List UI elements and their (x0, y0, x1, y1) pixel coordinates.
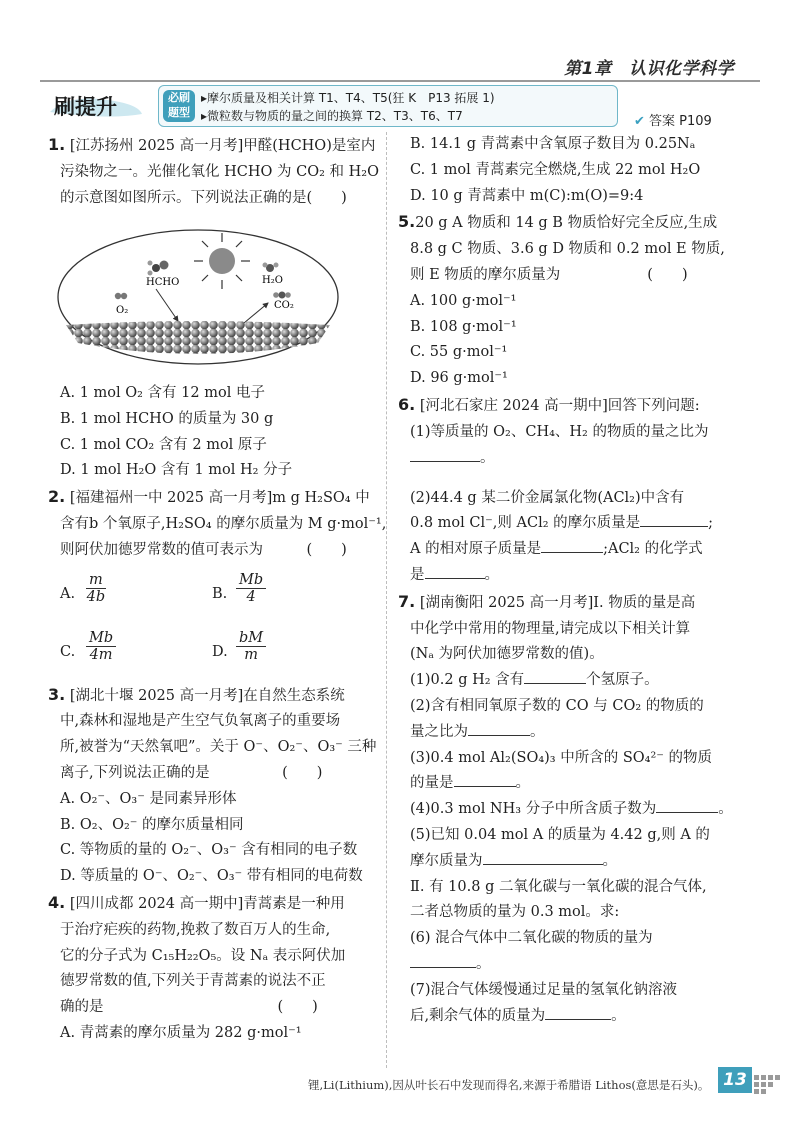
q3-option: C. 等物质的量的 O₂⁻、O₃⁻ 含有相同的电子数 (60, 842, 358, 859)
q7-line: (4)0.3 mol NH₃ 分子中所含质子数为 。 (398, 797, 758, 823)
q5-option: C. 55 g·mol⁻¹ (410, 344, 508, 361)
q3-option: B. O₂、O₂⁻ 的摩尔质量相同 (60, 816, 244, 833)
corner-dots-icon (752, 1073, 792, 1099)
q2-option-label: A. (60, 585, 76, 602)
must-do-icon: 必刷题型 (163, 90, 195, 122)
q4-line: 确的是 ( ) (60, 999, 318, 1016)
answer-blank[interactable] (483, 850, 603, 865)
left-column-cont (48, 381, 387, 1047)
co2-molecule-icon (273, 292, 291, 299)
catalyst-surface (66, 321, 330, 354)
q1-option: B. 1 mol HCHO 的质量为 30 g (60, 410, 274, 427)
q7-line: (Nₐ 为阿伏加德罗常数的值)。 (410, 646, 604, 663)
q4-option: D. 10 g 青蒿素中 m(C):m(O)=9:4 (410, 187, 644, 204)
q7-line: 中化学中常用的物理量,请完成以下相关计算 (410, 620, 691, 637)
q2-fraction-c: $\frac{Mb}{4m}$ (86, 630, 116, 663)
answer-blank[interactable] (468, 721, 530, 736)
q5-line: 8.8 g C 物质、3.6 g D 物质和 0.2 mol E 物质, (410, 241, 725, 258)
q7-line: (7)混合气体缓慢通过足量的氢氧化钠溶液 (410, 981, 678, 998)
q6-line: (1)等质量的 O₂、CH₄、H₂ 的物质的量之比为 (410, 423, 709, 440)
q6-answer-line: 。 (398, 446, 758, 486)
q6-line: A 的相对原子质量是 ;ACl₂ 的化学式 (398, 537, 758, 563)
topic-box (158, 85, 618, 127)
footer-note: 锂,Li(Lithium),因从叶长石中发现而得名,来源于希腊语 Lithos(意思是石头)。 (308, 1078, 710, 1092)
right-column (398, 132, 758, 1029)
q1-option: D. 1 mol H₂O 含有 1 mol H₂ 分子 (60, 462, 293, 479)
hcho-molecule-icon (148, 261, 169, 276)
column-divider (386, 132, 387, 1068)
label-h2o: H₂O (262, 275, 283, 286)
q7-line: 的量是 。 (398, 771, 758, 797)
question-number: 1. (48, 135, 66, 154)
q7-line: 后,剩余气体的质量为 。 (398, 1004, 758, 1030)
q2-fraction-d: $\frac{bM}{m}$ (236, 630, 266, 663)
q3-line: [湖北十堰 2025 高一月考]在自然生态系统 (69, 687, 345, 704)
q7-line: (5)已知 0.04 mol A 的质量为 4.42 g,则 A 的 (410, 826, 710, 843)
q5-option: B. 108 g·mol⁻¹ (410, 318, 517, 335)
answer-blank[interactable] (656, 798, 718, 813)
h2o-molecule-icon (263, 263, 279, 273)
answer-ref (634, 110, 712, 129)
topic-line-1: ▸摩尔质量及相关计算 T1、T4、T5(狂 K P13 拓展 1) (201, 91, 495, 105)
question-number: 2. (48, 487, 66, 507)
photocatalysis-diagram (56, 225, 340, 365)
header-rule (40, 80, 760, 82)
q3-line: 离子,下列说法正确的是 ( ) (60, 764, 323, 781)
q7-line: (3)0.4 mol Al₂(SO₄)₃ 中所含的 SO₄²⁻ 的物质 (410, 749, 713, 766)
q2-line: [福建福州一中 2025 高一月考]m g H₂SO₄ 中 (69, 490, 370, 507)
question-number: 4. (48, 892, 66, 912)
chapter-title: 第1章 认识化学科学 (564, 59, 734, 79)
q4-line: 于治疗疟疾的药物,挽救了数百万人的生命, (60, 921, 331, 938)
q7-line: (6) 混合气体中二氧化碳的物质的量为 (410, 930, 653, 947)
q2-options-row1 (48, 564, 378, 622)
q7-line: [湖南衡阳 2025 高一月考]Ⅰ. 物质的量是高 (419, 594, 696, 611)
answer-blank[interactable] (640, 512, 708, 527)
q3-option: A. O₂⁻、O₃⁻ 是同素异形体 (60, 790, 237, 807)
q3-option: D. 等质量的 O⁻、O₂⁻、O₃⁻ 带有相同的电荷数 (60, 868, 363, 885)
sun-icon (194, 233, 250, 289)
q2-line: 则阿伏加德罗常数的值可表示为 ( ) (60, 541, 347, 558)
question-number: 7. (398, 591, 416, 611)
q1-line: [江苏扬州 2025 高一月考]甲醛(HCHO)是室内 (69, 138, 376, 154)
q2-option-label: B. (212, 585, 228, 602)
q2-fraction-a: $\frac{m}{4b}$ (86, 571, 106, 605)
q7-line: (2)含有相同氧原子数的 CO 与 CO₂ 的物质的 (410, 697, 704, 714)
badge-label: 刷提升 (54, 95, 117, 119)
q7-line: 量之比为 。 (398, 720, 758, 746)
q2-options-row2 (48, 622, 378, 682)
answer-blank[interactable] (545, 1005, 611, 1020)
q4-line: 德罗常数的值,下列关于青蒿素的说法不正 (60, 973, 326, 990)
q7-line: 摩尔质量为 。 (398, 849, 758, 875)
answer-blank[interactable] (425, 564, 485, 579)
label-hcho: HCHO (146, 277, 180, 288)
q3-line: 所,被誉为“天然氧吧”。关于 O⁻、O₂⁻、O₃⁻ 三种 (60, 739, 377, 756)
q1-option: C. 1 mol CO₂ 含有 2 mol 原子 (60, 436, 267, 453)
q4-option: B. 14.1 g 青蒿素中含氧原子数目为 0.25Nₐ (410, 136, 696, 152)
label-co2: CO₂ (274, 300, 294, 311)
q2-line: 含有b 个氧原子,H₂SO₄ 的摩尔质量为 M g·mol⁻¹, (60, 515, 387, 532)
q4-option: A. 青蒿素的摩尔质量为 282 g·mol⁻¹ (60, 1024, 302, 1041)
q1-line: 的示意图如图所示。下列说法正确的是( ) (60, 189, 347, 206)
q7-line: Ⅱ. 有 10.8 g 二氧化碳与一氧化碳的混合气体, (410, 878, 707, 895)
q5-option: A. 100 g·mol⁻¹ (410, 292, 517, 309)
answer-blank[interactable] (410, 447, 480, 462)
answer-blank[interactable] (524, 669, 586, 684)
q4-line: [四川成都 2024 高一期中]青蒿素是一种用 (69, 895, 345, 912)
q6-line: 0.8 mol Cl⁻,则 ACl₂ 的摩尔质量是 ; (398, 511, 758, 537)
answer-blank[interactable] (454, 772, 516, 787)
q5-option: D. 96 g·mol⁻¹ (410, 370, 508, 387)
left-column (48, 132, 378, 211)
q7-line: 二者总物质的量为 0.3 mol。求: (410, 904, 620, 921)
q6-line: (2)44.4 g 某二价金属氯化物(ACl₂)中含有 (410, 489, 685, 506)
q1-line: 污染物之一。光催化氧化 HCHO 为 CO₂ 和 H₂O (60, 163, 379, 180)
q1-option: A. 1 mol O₂ 含有 12 mol 电子 (60, 385, 265, 401)
q5-line: 则 E 物质的摩尔质量为 ( ) (410, 266, 688, 283)
answer-blank[interactable] (541, 538, 603, 553)
q2-fraction-b: $\frac{Mb}{4}$ (236, 572, 266, 605)
q7-line: 。 (398, 952, 758, 978)
q5-line: 20 g A 物质和 14 g B 物质恰好完全反应,生成 (415, 215, 718, 232)
q7-line: (1)0.2 g H₂ 含有 个氢原子。 (398, 668, 758, 694)
q6-line: [河北石家庄 2024 高一期中]回答下列问题: (419, 397, 700, 414)
o2-molecule-icon (115, 293, 127, 299)
checkmark-icon: ✔ (634, 114, 645, 129)
answer-blank[interactable] (410, 953, 476, 968)
question-number: 5. (398, 212, 416, 232)
answer-ref-text: 答案 P109 (649, 114, 712, 129)
page-number: 13 (718, 1067, 752, 1093)
q4-line: 它的分子式为 C₁₅H₂₂O₅。设 Nₐ 表示阿伏加 (60, 947, 346, 964)
q3-line: 中,森林和湿地是产生空气负氧离子的重要场 (60, 713, 341, 730)
label-o2: O₂ (116, 305, 129, 316)
q4-option: C. 1 mol 青蒿素完全燃烧,生成 22 mol H₂O (410, 161, 701, 178)
section-badge (48, 90, 144, 120)
topic-line-2: ▸微粒数与物质的量之间的换算 T2、T3、T6、T7 (201, 109, 463, 123)
q6-line: 是 。 (398, 563, 758, 589)
question-number: 3. (48, 684, 66, 704)
question-number: 6. (398, 394, 416, 414)
q2-option-label: C. (60, 643, 76, 660)
q2-option-label: D. (212, 643, 228, 660)
